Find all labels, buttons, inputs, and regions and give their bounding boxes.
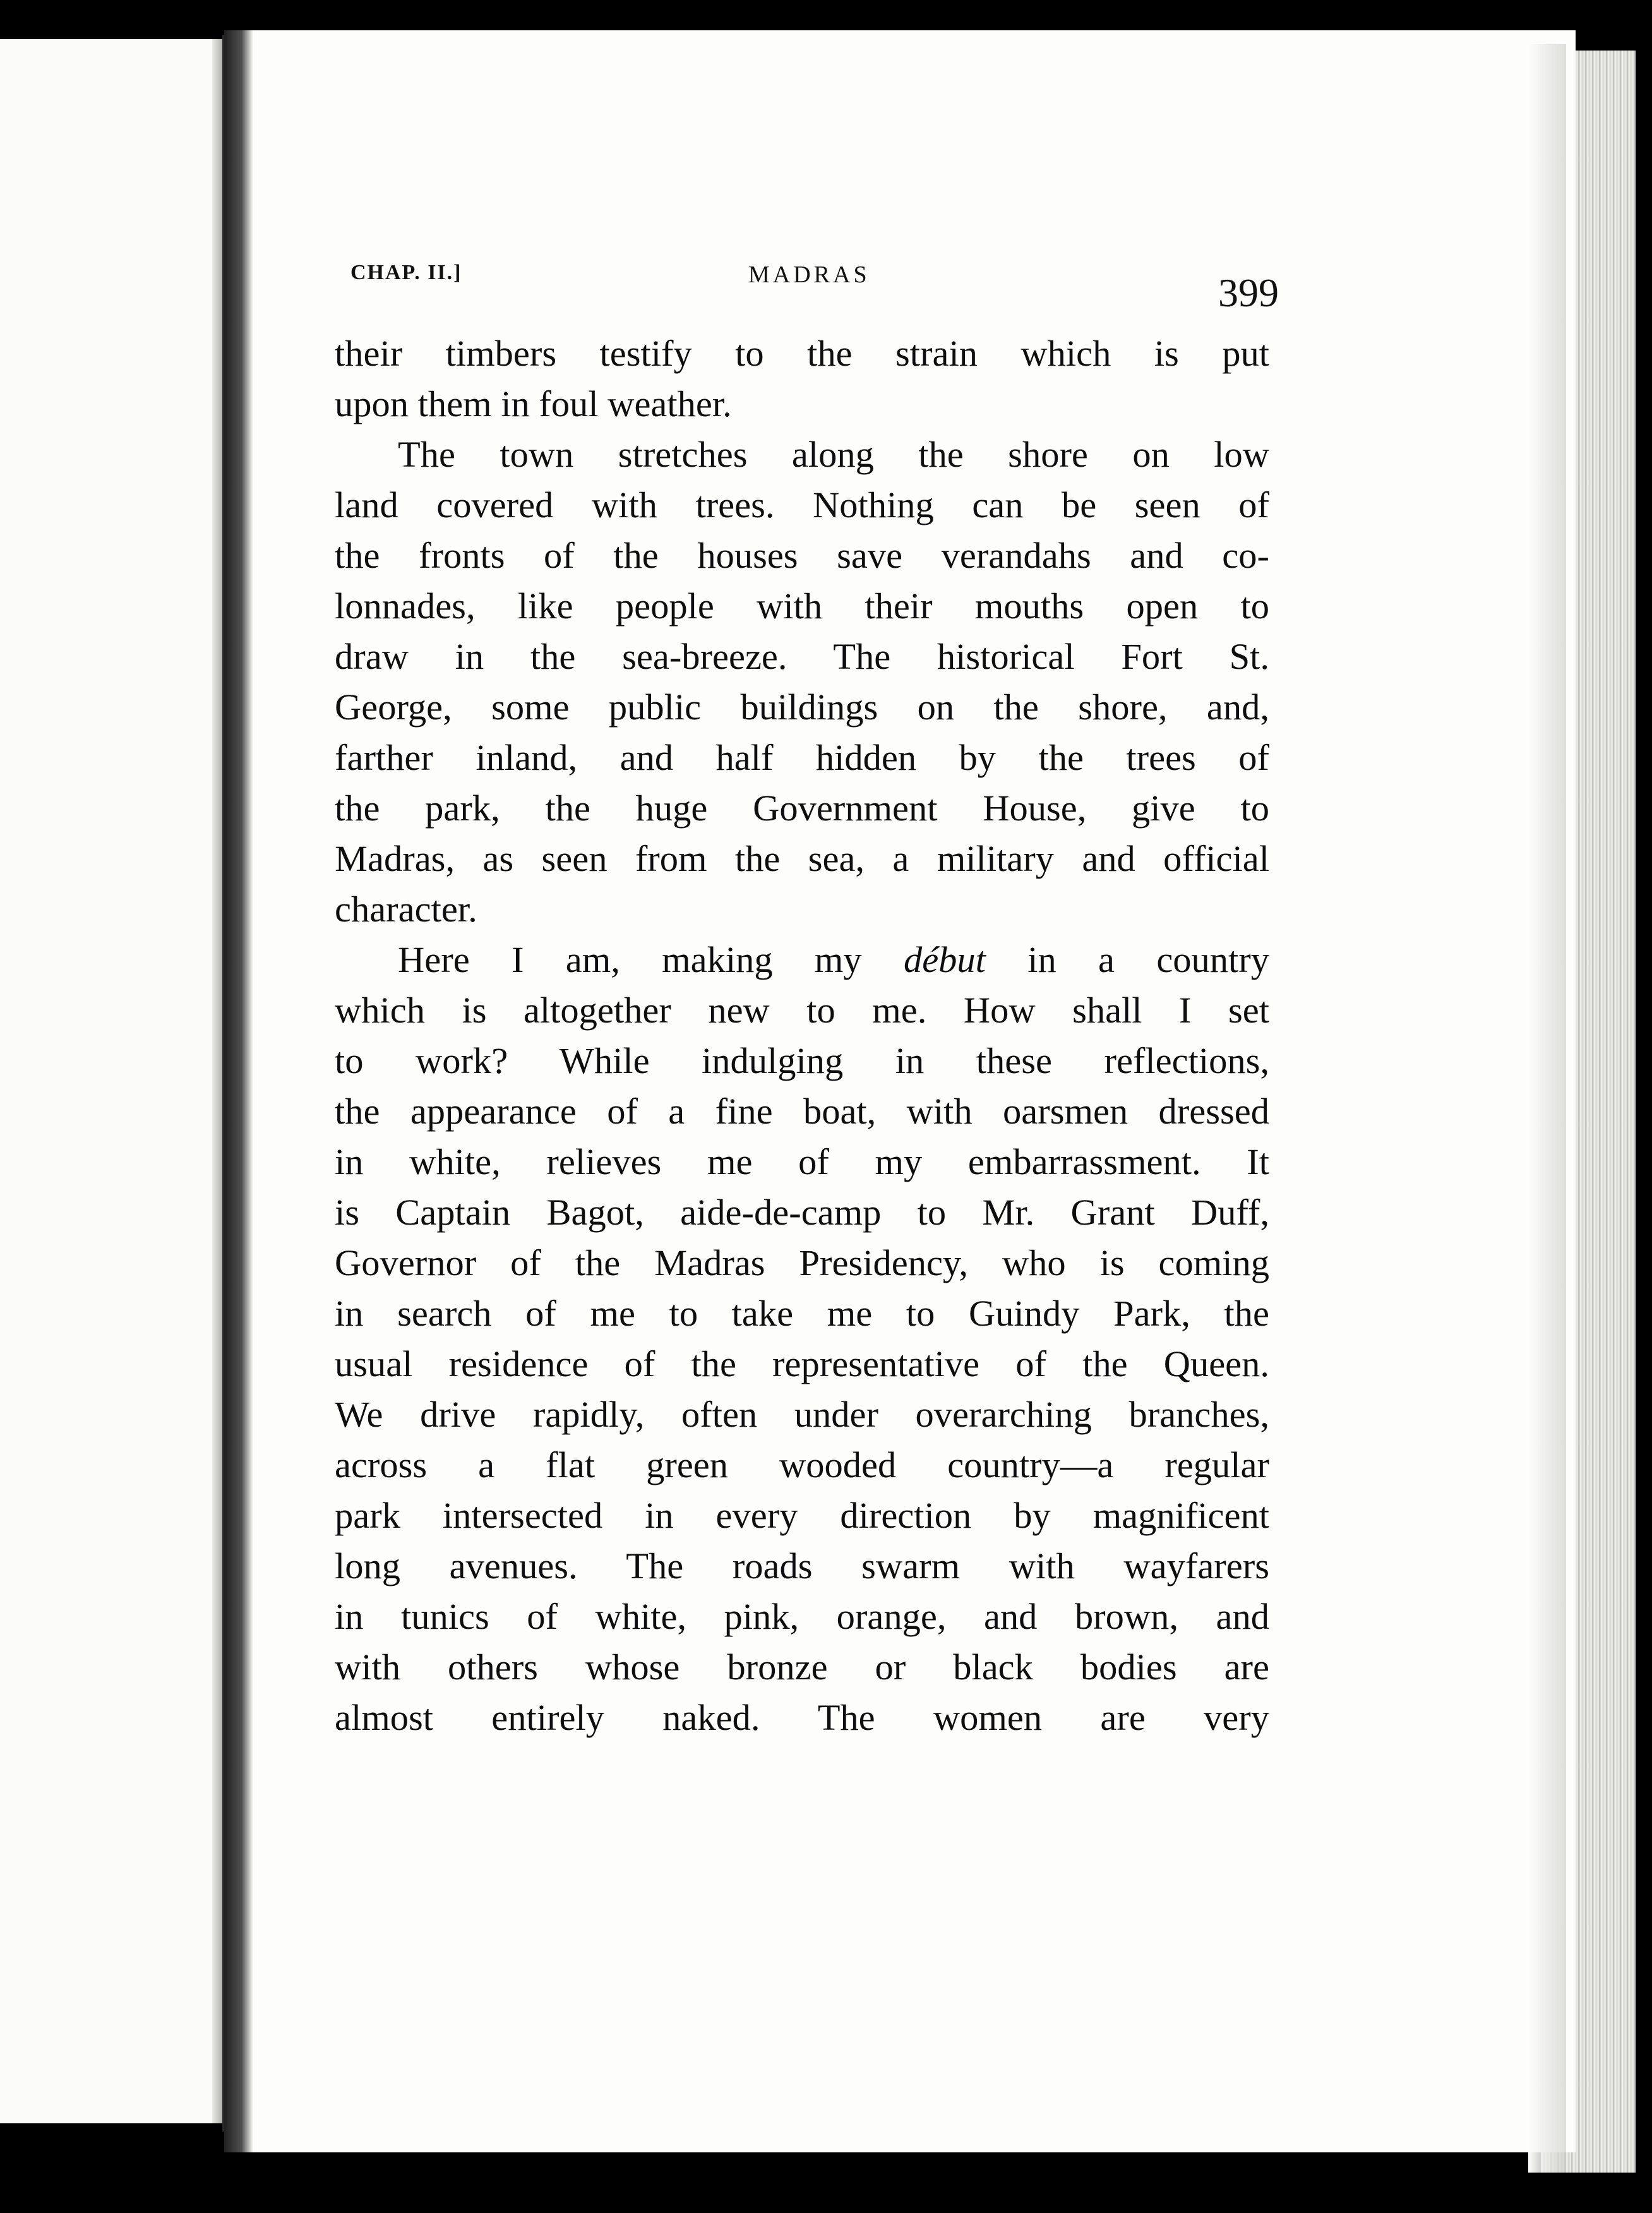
text-line: The town stretches along the shore on low (398, 434, 1269, 475)
text-segment: in a country (1027, 939, 1270, 980)
text-line: the park, the huge Government House, give to (335, 788, 1269, 829)
text-line: to work? While indulging in these reflections, (335, 1040, 1269, 1081)
left-page-text-clip (0, 39, 222, 2123)
text-line: almost entirely naked. The women are very (335, 1697, 1269, 1738)
text-line-with-italic (335, 935, 1269, 985)
text-line: Governor of the Madras Presidency, who is coming (335, 1242, 1269, 1283)
text-line: long avenues. The roads swarm with wayfarers (335, 1545, 1269, 1586)
text-segment: Here I am, making my (398, 939, 862, 980)
text-line: is Captain Bagot, aide-de-camp to Mr. Grant Duff, (335, 1192, 1269, 1233)
text-line: lonnades, like people with their mouths open to (335, 585, 1269, 627)
text-line: in white, relieves me of my embarrassment. It (335, 1141, 1269, 1182)
text-line: upon them in foul weather. (335, 383, 732, 424)
text-line: park intersected in every direction by magnificent (335, 1495, 1269, 1536)
text-line: which is altogether new to me. How shall I set (335, 990, 1269, 1031)
chapter-label: CHAP. II.] (350, 261, 462, 284)
text-line: in search of me to take me to Guindy Park, the (335, 1293, 1269, 1334)
left-facing-page (0, 39, 222, 2123)
text-line: farther inland, and half hidden by the trees of (335, 737, 1269, 778)
running-head (350, 256, 1279, 315)
text-line: Madras, as seen from the sea, a military and official (335, 838, 1269, 879)
text-line: George, some public buildings on the shore, and, (335, 687, 1269, 728)
text-line: in tunics of white, pink, orange, and brown, and (335, 1596, 1269, 1637)
text-line: We drive rapidly, often under overarching branches, (335, 1394, 1269, 1435)
text-line: land covered with trees. Nothing can be seen of (335, 484, 1269, 525)
text-line: character. (335, 889, 477, 930)
text-line: draw in the sea-breeze. The historical Fort St. (335, 636, 1269, 677)
text-line: across a flat green wooded country—a regular (335, 1444, 1269, 1485)
page-number: 399 (1218, 270, 1279, 315)
text-line: the appearance of a fine boat, with oarsmen dressed (335, 1091, 1269, 1132)
gutter-shadow (224, 30, 253, 2152)
text-line: the fronts of the houses save verandahs and co- (335, 535, 1269, 576)
text-line: usual residence of the representative of the Queen. (335, 1343, 1269, 1384)
text-line: their timbers testify to the strain which is put (335, 333, 1269, 374)
page-edge-shade (1528, 44, 1566, 2173)
text-line: with others whose bronze or black bodies are (335, 1646, 1269, 1688)
italic-word: début (903, 939, 986, 980)
running-title: MADRAS (748, 261, 870, 288)
